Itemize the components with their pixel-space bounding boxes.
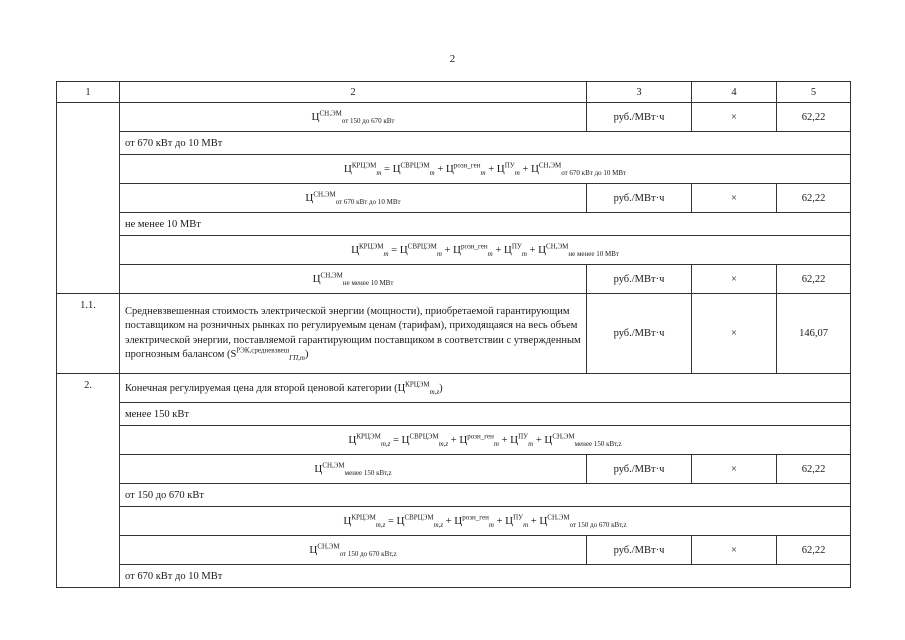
description-cell: Средневзвешенная стоимость электрической энергии (мощности), приобретаемой гарантирующим поставщиком на розничных рынках по регулируемым ценам (тарифам), приходящаяся на весь объем электрической энергии, поставляемой гарантирующим поставщиком в соответствии с утвержденным прогнозным балансом $(S^{РЭК,средневзвеш}_{ГП,m})$ <box>120 294 587 374</box>
formula-cell: $Ц^{КРЦЭМ}_m = Ц^{СВРЦЭМ}_m + Ц^{розн\_ген}_m + Ц^{ПУ}_m + Ц^{СН,ЭМ}_{от 670 кВт до 10 МВт}$ <box>120 155 851 184</box>
formula-cell: $Ц^{СН,ЭМ}_{от 150 до 670 кВт}$ <box>120 103 587 132</box>
cross-cell: × <box>692 184 777 213</box>
unit-cell: руб./МВт·ч <box>587 103 692 132</box>
row-number: 1.1. <box>57 294 120 374</box>
header-row <box>57 82 851 103</box>
formula-cell: $Ц^{СН,ЭМ}_{не менее 10 МВт}$ <box>120 265 587 294</box>
value-cell: 62,22 <box>777 455 851 484</box>
table-row <box>57 507 851 536</box>
table-row <box>57 426 851 455</box>
table-row <box>57 455 851 484</box>
value-cell: 146,07 <box>777 294 851 374</box>
value-cell: 62,22 <box>777 103 851 132</box>
row-number-cell-empty <box>57 103 120 294</box>
header-col-4: 4 <box>692 82 777 103</box>
table-row <box>57 565 851 588</box>
table-row <box>57 536 851 565</box>
formula-cell: $Ц^{КРЦЭМ}_{m,z} = Ц^{СВРЦЭМ}_{m,z} + Ц^{розн\_ген}_m + Ц^{ПУ}_m + Ц^{СН,ЭМ}_{менее 150 кВт,z}$ <box>120 426 851 455</box>
unit-cell: руб./МВт·ч <box>587 184 692 213</box>
row-number: 2. <box>57 374 120 588</box>
section-label: от 670 кВт до 10 МВт <box>120 565 851 588</box>
description-cell: Конечная регулируемая цена для второй ценовой категории $(Ц^{КРЦЭМ}_{m,z})$ <box>120 374 851 403</box>
section-label: менее 150 кВт <box>120 403 851 426</box>
table-row <box>57 265 851 294</box>
unit-cell: руб./МВт·ч <box>587 294 692 374</box>
section-label: не менее 10 МВт <box>120 213 851 236</box>
section-label: от 150 до 670 кВт <box>120 484 851 507</box>
table-row <box>57 484 851 507</box>
cross-cell: × <box>692 536 777 565</box>
table-row <box>57 155 851 184</box>
formula-cell: $Ц^{КРЦЭМ}_{m,z} = Ц^{СВРЦЭМ}_{m,z} + Ц^{розн\_ген}_m + Ц^{ПУ}_m + Ц^{СН,ЭМ}_{от 150 до 670 кВт,z}$ <box>120 507 851 536</box>
value-cell: 62,22 <box>777 265 851 294</box>
section-label: от 670 кВт до 10 МВт <box>120 132 851 155</box>
formula-cell: $Ц^{СН,ЭМ}_{от 150 до 670 кВт,z}$ <box>120 536 587 565</box>
header-col-1: 1 <box>57 82 120 103</box>
table-row <box>57 294 851 374</box>
header-col-2: 2 <box>120 82 587 103</box>
cross-cell: × <box>692 455 777 484</box>
header-col-3: 3 <box>587 82 692 103</box>
header-col-5: 5 <box>777 82 851 103</box>
table-row <box>57 132 851 155</box>
table-row <box>57 184 851 213</box>
cross-cell: × <box>692 103 777 132</box>
formula-cell: $Ц^{КРЦЭМ}_m = Ц^{СВРЦЭМ}_m + Ц^{розн\_ген}_m + Ц^{ПУ}_m + Ц^{СН,ЭМ}_{не менее 10 МВт}$ <box>120 236 851 265</box>
formula-cell: $Ц^{СН,ЭМ}_{менее 150 кВт,z}$ <box>120 455 587 484</box>
table-row <box>57 213 851 236</box>
table-row <box>57 103 851 132</box>
unit-cell: руб./МВт·ч <box>587 265 692 294</box>
table-row <box>57 236 851 265</box>
unit-cell: руб./МВт·ч <box>587 536 692 565</box>
page-number: 2 <box>449 53 456 65</box>
value-cell: 62,22 <box>777 536 851 565</box>
cross-cell: × <box>692 265 777 294</box>
formula-cell: $Ц^{СН,ЭМ}_{от 670 кВт до 10 МВт}$ <box>120 184 587 213</box>
unit-cell: руб./МВт·ч <box>587 455 692 484</box>
cross-cell: × <box>692 294 777 374</box>
value-cell: 62,22 <box>777 184 851 213</box>
table-row <box>57 403 851 426</box>
table-row <box>57 374 851 403</box>
tariff-table <box>56 81 851 588</box>
